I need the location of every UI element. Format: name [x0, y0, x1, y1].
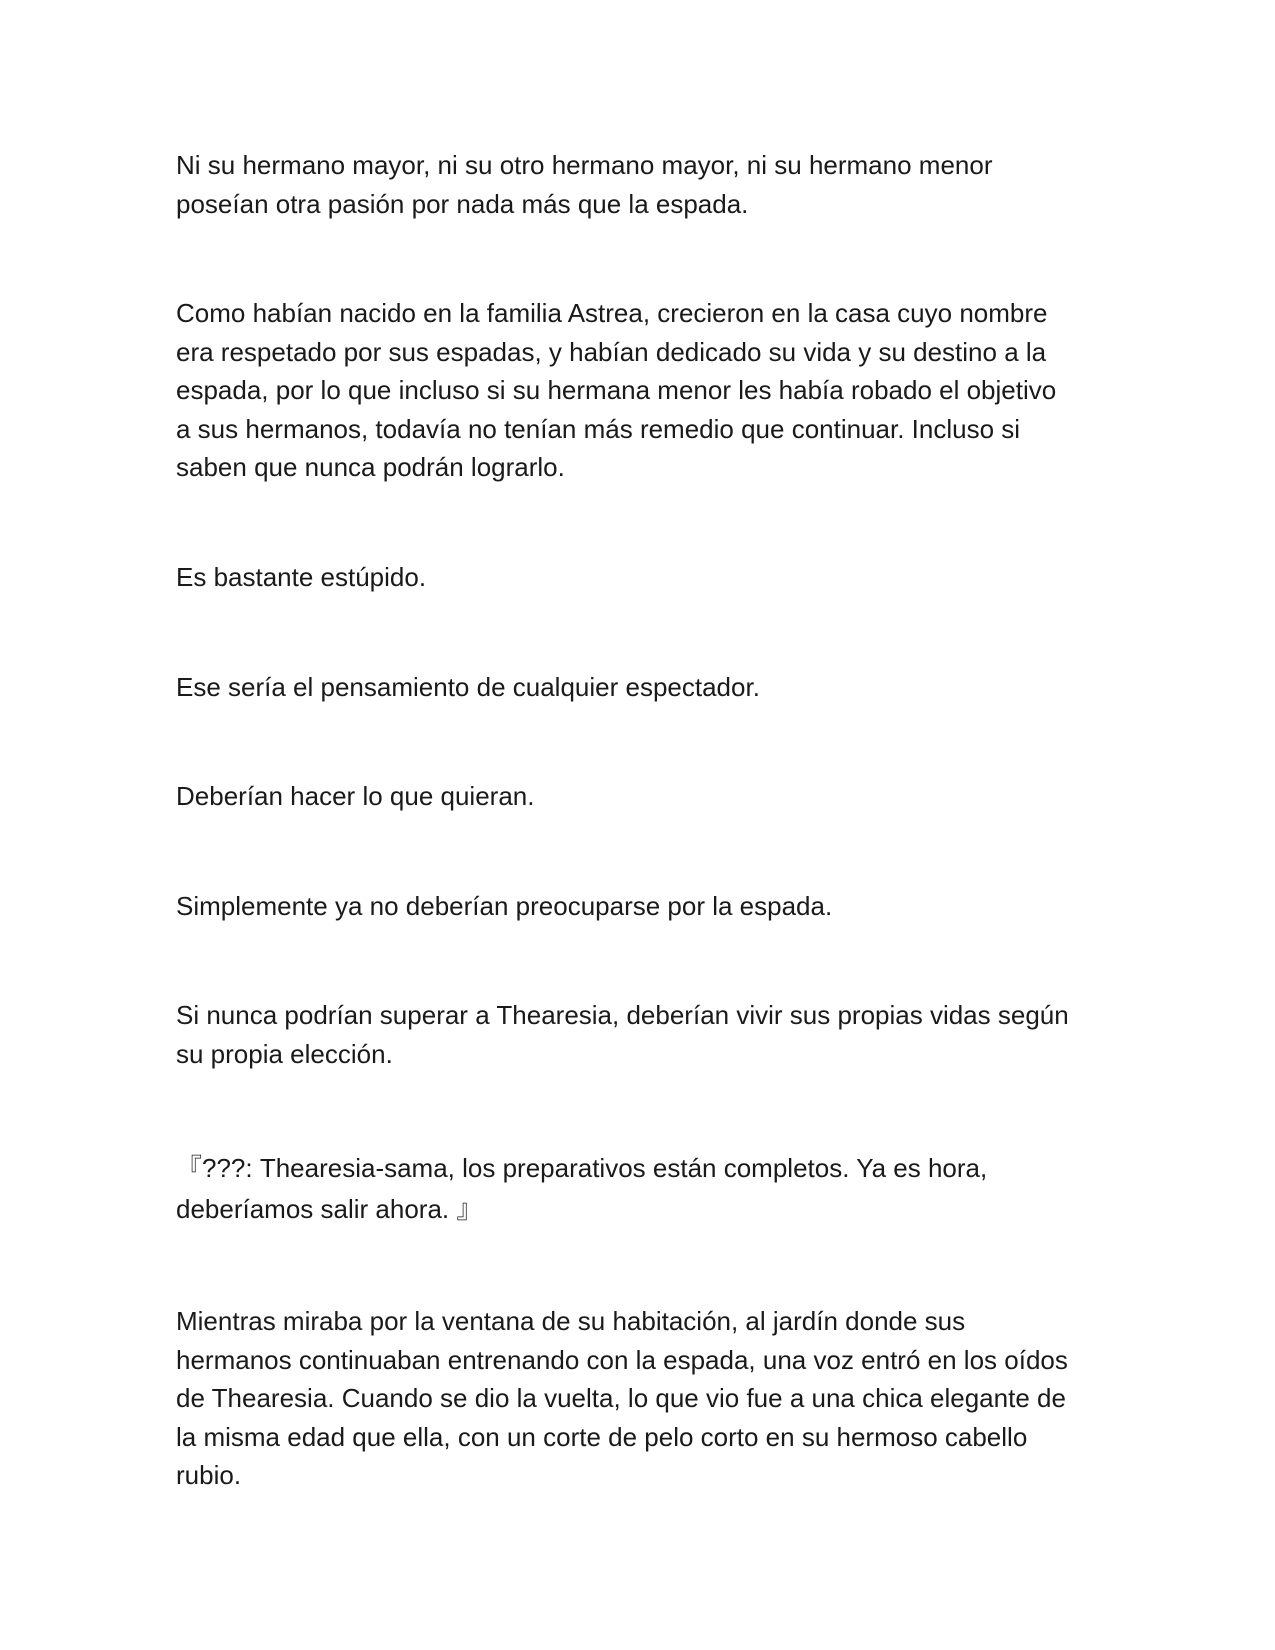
paragraph-4: [176, 668, 1106, 707]
text-line: Simplemente ya no deberían preocuparse por la espada.: [176, 891, 833, 921]
paragraph-2: [176, 294, 1106, 487]
text-line: 『???: Thearesia-sama, los preparativos están completos. Ya es hora,: [176, 1153, 988, 1183]
text-line: Como habían nacido en la familia Astrea, crecieron en la casa cuyo nombre: [176, 298, 1048, 328]
text-line: a sus hermanos, todavía no tenían más remedio que continuar. Incluso si: [176, 413, 1021, 444]
text-line: Deberían hacer lo que quieran.: [176, 781, 535, 811]
paragraph-6: [176, 887, 1106, 926]
text-line: Si nunca podrían superar a Thearesia, deberían vivir sus propias vidas según: [176, 1000, 1069, 1030]
text-line: poseían otra pasión por nada más que la espada.: [176, 188, 749, 219]
text-line: Ese sería el pensamiento de cualquier espectador.: [176, 672, 760, 702]
text-line: Ni su hermano mayor, ni su otro hermano mayor, ni su hermano menor: [176, 150, 993, 180]
text-line: de Thearesia. Cuando se dio la vuelta, lo que vio fue a una chica elegante de: [176, 1383, 1066, 1413]
text-line: espada, por lo que incluso si su hermana menor les había robado el objetivo: [176, 375, 1057, 405]
text-line: era respetado por sus espadas, y habían dedicado su vida y su destino a la: [176, 336, 1047, 367]
text-line: saben que nunca podrán lograrlo.: [176, 452, 565, 482]
text-line: rubio.: [176, 1460, 242, 1490]
text-line: su propia elección.: [176, 1038, 393, 1069]
text-line: deberíamos salir ahora. 』: [176, 1194, 483, 1224]
paragraph-3: [176, 558, 1106, 597]
text-line: la misma edad que ella, con un corte de pelo corto en su hermoso cabello: [176, 1421, 1028, 1452]
text-line: Es bastante estúpido.: [176, 562, 427, 592]
paragraph-1: [176, 146, 1106, 223]
text-line: hermanos continuaban entrenando con la espada, una voz entró en los oídos: [176, 1344, 1068, 1375]
paragraph-7: [176, 996, 1106, 1073]
text-line: Mientras miraba por la ventana de su habitación, al jardín donde sus: [176, 1306, 966, 1336]
paragraph-9: [176, 1302, 1106, 1495]
paragraph-5: [176, 777, 1106, 816]
dialogue-paragraph: [176, 1148, 1106, 1230]
